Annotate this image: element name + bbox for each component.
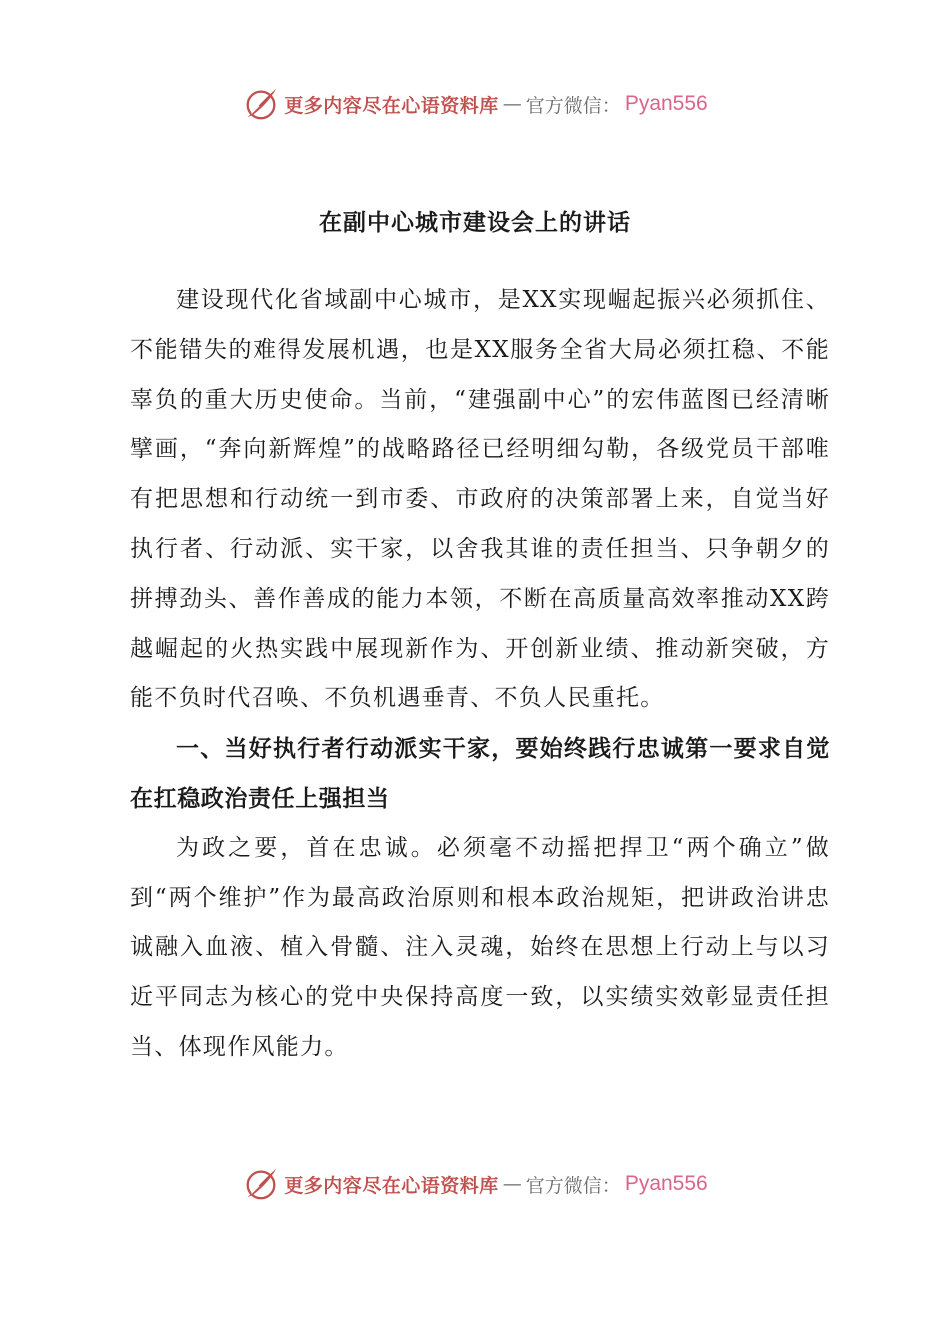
- watermark-wechat-id: Pyan556: [624, 92, 708, 115]
- paragraph-section-1: 为政之要，首在忠诚。必须毫不动摇把捍卫“两个确立”做到“两个维护”作为最高政治原则和根本政治规矩，把讲政治讲忠诚融入血液、植入骨髓、注入灵魂，始终在思想上行动上与以习近平同志为核心的党中央保持高度一致，以实绩实效彰显责任担当、体现作风能力。: [130, 834, 830, 1060]
- watermark-text: 更多内容尽在心语资料库: [284, 94, 499, 117]
- watermark-text: 更多内容尽在心语资料库: [284, 1174, 499, 1197]
- watermark-banner-bottom: [0, 1164, 950, 1204]
- watermark-suffix: 官方微信：: [525, 1174, 621, 1197]
- watermark-dash: —: [502, 1173, 522, 1195]
- watermark-suffix: 官方微信：: [525, 94, 621, 117]
- watermark-wechat-id: Pyan556: [624, 1172, 708, 1195]
- watermark-dash: —: [502, 93, 522, 115]
- document-title: 在副中心城市建设会上的讲话: [319, 209, 631, 236]
- paragraph-intro: 建设现代化省域副中心城市，是XX实现崛起振兴必须抓住、不能错失的难得发展机遇，也是XX服务全省大局必须扛稳、不能辜负的重大历史使命。当前，“建强副中心”的宏伟蓝图已经清晰擘画，“奔向新辉煌”的战略路径已经明细勾勒，各级党员干部唯有把思想和行动统一到市委、市政府的决策部署上来，自觉当好执行者、行动派、实干家，以舍我其谁的责任担当、只争朝夕的拼搏劲头、善作善成的能力本领，不断在高质量高效率推动XX跨越崛起的火热实践中展现新作为、开创新业绩、推动新突破，方能不负时代召唤、不负机遇垂青、不负人民重托。: [130, 287, 830, 712]
- watermark-banner-top: [0, 84, 950, 124]
- quill-logo-icon: [242, 1165, 280, 1203]
- quill-logo-icon: [242, 85, 280, 123]
- section-heading-1: 一、当好执行者行动派实干家，要始终践行忠诚第一要求自觉在扛稳政治责任上强担当: [130, 735, 830, 812]
- document-body: [130, 276, 830, 1073]
